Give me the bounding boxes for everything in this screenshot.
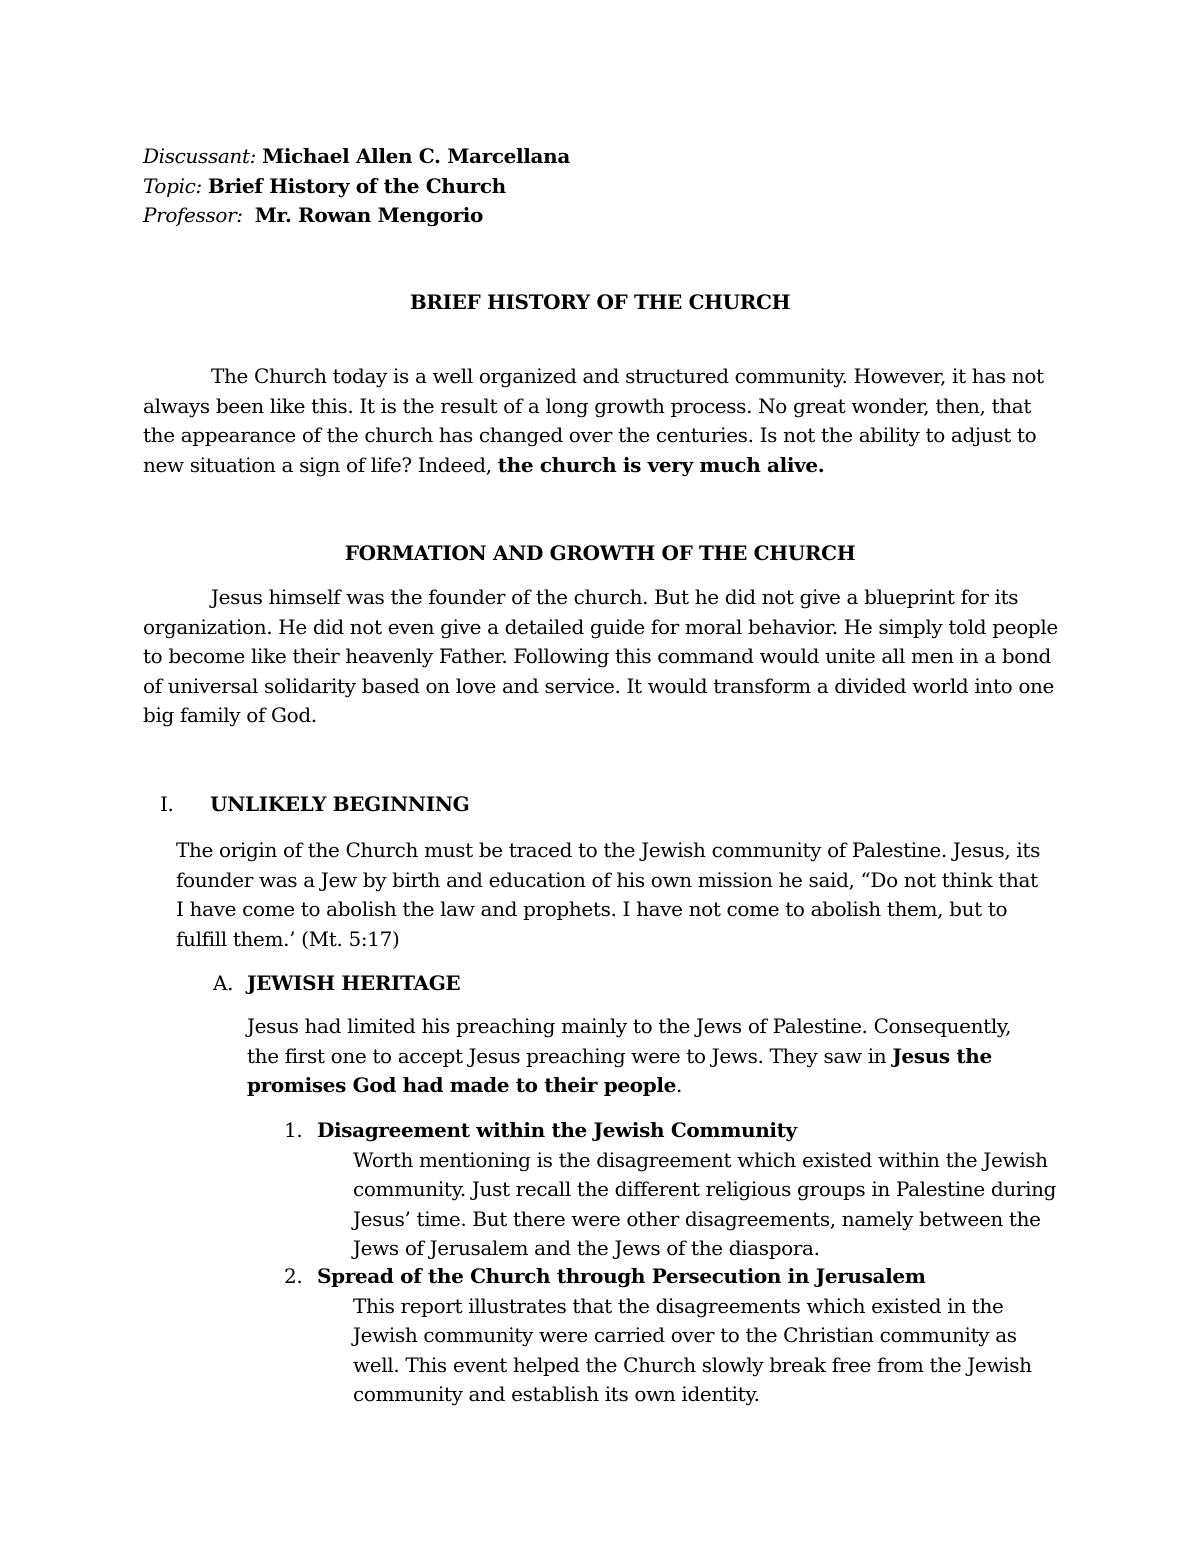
- section-number: I.: [160, 792, 174, 816]
- discussant-value: Michael Allen C. Marcellana: [262, 144, 570, 168]
- topic-label: Topic:: [143, 173, 202, 198]
- list-item-heading: Spread of the Church through Persecution in Jerusalem: [317, 1264, 926, 1288]
- list-item-heading: Disagreement within the Jewish Community: [317, 1118, 797, 1142]
- subsection-letter: A.: [213, 971, 234, 995]
- discussant-label: Discussant:: [143, 144, 257, 168]
- list-item-number: 2.: [284, 1264, 303, 1288]
- topic-value: Brief History of the Church: [207, 173, 506, 198]
- professor-line: [143, 201, 1043, 231]
- professor-label: Professor:: [143, 203, 243, 227]
- jewish-heritage-emphasis: Jesus the promises God had made to their people: [247, 1043, 992, 1097]
- brief-history-paragraph: [143, 362, 1048, 480]
- brief-history-title: BRIEF HISTORY OF THE CHURCH: [409, 290, 791, 314]
- formation-growth-paragraph: [143, 583, 1058, 731]
- document-header: [143, 142, 1043, 231]
- subsection-jewish-heritage: [213, 969, 460, 999]
- brief-history-emphasis: the church is very much alive.: [497, 452, 825, 477]
- topic-line: [143, 172, 1043, 202]
- unlikely-beginning-paragraph: The origin of the Church must be traced to the Jewish community of Palestine. Jesus, its founder was a Jew by birth and education of his own mission he said, “Do not think that I have come to abolish the law and prophets. I have not come to abolish them, but to fulfill them.’ (Mt. 5:17): [176, 838, 1041, 951]
- brief-history-text: The Church today is a well organized and structured community. However, it has not always been like this. It is the result of a long growth process. No great wonder, then, that the appearance of the church has changed over the centuries. Is not the ability to adjust to new situation a sign of life? Indeed,: [143, 364, 1044, 477]
- discussant-line: [143, 142, 1043, 172]
- professor-value: Mr. Rowan Mengorio: [254, 203, 483, 227]
- jewish-heritage-end: .: [675, 1073, 682, 1097]
- list-item: [284, 1262, 1074, 1410]
- list-item-number: 1.: [284, 1118, 303, 1142]
- list-item: [284, 1116, 1074, 1264]
- formation-growth-title: FORMATION AND GROWTH OF THE CHURCH: [344, 541, 856, 565]
- list-item-body: This report illustrates that the disagreements which existed in the Jewish community were carried over to the Christian community as well. This event helped the Church slowly break free from the Jewish community and establish its own identity.: [353, 1293, 1032, 1406]
- formation-growth-text: Jesus himself was the founder of the church. But he did not give a blueprint for its organization. He did not even give a detailed guide for moral behavior. He simply told people to become like their heavenly Father. Following this command would unite all men in a bond of universal solidarity based on love and service. It would transform a divided world into one big family of God.: [143, 585, 1058, 727]
- jewish-heritage-text: Jesus had limited his preaching mainly to the Jews of Palestine. Consequently, the first one to accept Jesus preaching were to Jews. They saw in: [247, 1014, 1012, 1068]
- section-unlikely-beginning: [160, 790, 469, 820]
- jewish-heritage-paragraph: [247, 1012, 1047, 1101]
- list-item-body: Worth mentioning is the disagreement which existed within the Jewish community. Just recall the different religious groups in Palestine during Jesus’ time. But there were other disagreements, namely between the Jews of Jerusalem and the Jews of the diaspora.: [353, 1147, 1057, 1260]
- section-heading: UNLIKELY BEGINNING: [210, 792, 470, 816]
- subsection-heading: JEWISH HERITAGE: [247, 971, 461, 995]
